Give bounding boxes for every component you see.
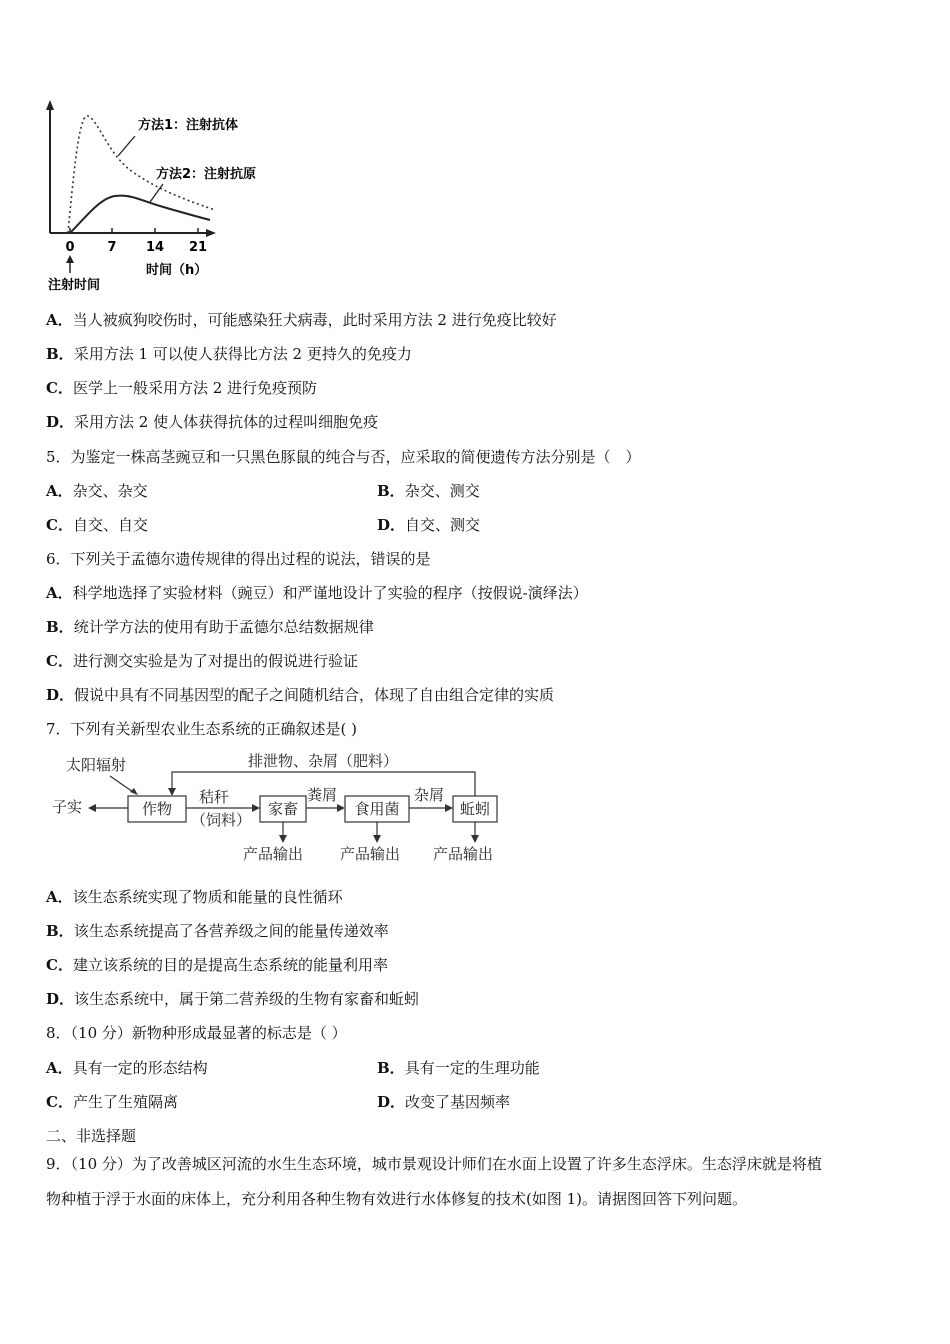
q7-stem: 7．下列有关新型农业生态系统的正确叙述是( ) xyxy=(46,720,358,738)
q9-line-2: 物种植于浮于水面的床体上，充分利用各种生物有效进行水体修复的技术(如图 1)。请据图回答下列问题。 xyxy=(46,1190,748,1208)
sun-label: 太阳辐射 xyxy=(66,756,127,774)
q6-option-a: A．科学地选择了实验材料（豌豆）和严谨地设计了实验的程序（按假说-演绎法） xyxy=(46,584,588,602)
output-label-3: 产品输出 xyxy=(433,845,494,863)
injection-time-label: 注射时间 xyxy=(48,278,101,293)
feedback-label: 排泄物、杂屑（肥料） xyxy=(248,752,399,770)
q7-option-a: A．该生态系统实现了物质和能量的良性循环 xyxy=(46,888,343,906)
earthworm-text: 蚯蚓 xyxy=(459,800,491,818)
eco-system-diagram xyxy=(48,748,518,870)
debris-label: 杂屑 xyxy=(414,786,445,804)
q6-stem: 6．下列关于孟德尔遗传规律的得出过程的说法，错误的是 xyxy=(46,550,431,568)
output-label-2: 产品输出 xyxy=(340,845,401,863)
antibody-graph xyxy=(40,98,280,298)
q9-line-1: 9．（10 分）为了改善城区河流的水生生态环境，城市景观设计师们在水面上设置了许多生态浮床。生态浮床就是将植 xyxy=(46,1155,822,1173)
tick-0: 0 xyxy=(65,240,75,255)
section-heading: 二、非选择题 xyxy=(46,1127,137,1145)
seeds-label: 子实 xyxy=(52,798,83,816)
q5-option-b: B．杂交、测交 xyxy=(377,482,480,500)
feed-label: （饲料） xyxy=(191,811,252,829)
q8-option-c: C．产生了生殖隔离 xyxy=(46,1093,178,1111)
q8-option-d: D．改变了基因频率 xyxy=(377,1093,511,1111)
tick-21: 21 xyxy=(188,240,208,255)
q4-option-b: B．采用方法 1 可以使人获得比方法 2 更持久的免疫力 xyxy=(46,345,412,363)
method1-label: 方法1：注射抗体 xyxy=(138,118,239,133)
x-axis-arrow xyxy=(206,229,216,237)
tick-14: 14 xyxy=(145,240,165,255)
q8-option-b: B．具有一定的生理功能 xyxy=(377,1059,540,1077)
y-axis-arrow xyxy=(46,100,54,110)
straw-label: 秸秆 xyxy=(199,788,230,806)
q5-stem: 5．为鉴定一株高茎豌豆和一只黑色豚鼠的纯合与否，应采取的简便遗传方法分别是（ ） xyxy=(46,448,641,466)
q4-option-d: D．采用方法 2 使人体获得抗体的过程叫细胞免疫 xyxy=(46,413,379,431)
q6-option-b: B．统计学方法的使用有助于孟德尔总结数据规律 xyxy=(46,618,374,636)
q7-option-d: D．该生态系统中，属于第二营养级的生物有家畜和蚯蚓 xyxy=(46,990,420,1008)
q4-option-c: C．医学上一般采用方法 2 进行免疫预防 xyxy=(46,379,318,397)
tick-7: 7 xyxy=(107,240,117,255)
output-label-1: 产品输出 xyxy=(243,845,304,863)
q5-option-d: D．自交、测交 xyxy=(377,516,481,534)
q7-option-c: C．建立该系统的目的是提高生态系统的能量利用率 xyxy=(46,956,388,974)
q6-option-c: C．进行测交实验是为了对提出的假说进行验证 xyxy=(46,652,358,670)
q5-option-a: A．杂交、杂交 xyxy=(46,482,148,500)
method2-label: 方法2：注射抗原 xyxy=(156,167,257,182)
q5-option-c: C．自交、自交 xyxy=(46,516,148,534)
x-axis-label: 时间（h） xyxy=(146,263,208,278)
q8-stem: 8．（10 分）新物种形成最显著的标志是（ ） xyxy=(46,1024,347,1042)
q4-option-a: A．当人被疯狗咬伤时，可能感染狂犬病毒，此时采用方法 2 进行免疫比较好 xyxy=(46,311,557,329)
q6-option-d: D．假说中具有不同基因型的配子之间随机结合，体现了自由组合定律的实质 xyxy=(46,686,555,704)
fungi-text: 食用菌 xyxy=(354,800,400,818)
livestock-text: 家畜 xyxy=(267,800,299,818)
q7-option-b: B．该生态系统提高了各营养级之间的能量传递效率 xyxy=(46,922,389,940)
q8-option-a: A．具有一定的形态结构 xyxy=(46,1059,208,1077)
manure-label: 粪屑 xyxy=(307,786,338,804)
crop-text: 作物 xyxy=(141,800,173,818)
